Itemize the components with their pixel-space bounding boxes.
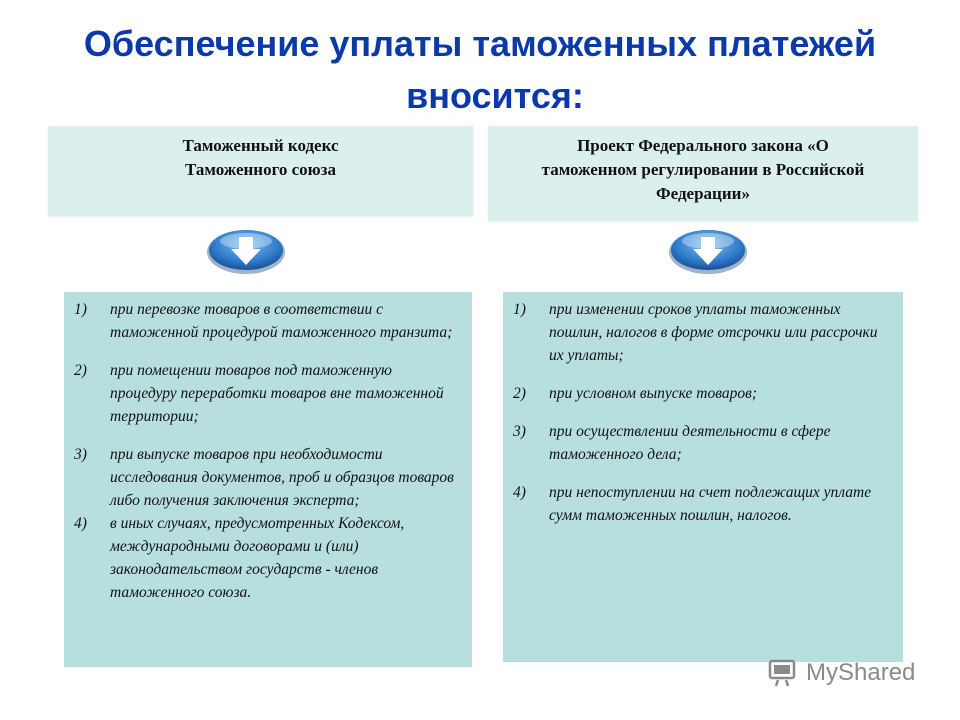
list-item xyxy=(513,298,893,367)
right-header-line-2: таможенном регулировании в Российской xyxy=(541,160,865,179)
page-title xyxy=(0,18,960,122)
item-number: 4) xyxy=(74,515,87,532)
projector-icon xyxy=(768,658,800,688)
list-item xyxy=(513,481,893,527)
item-text: при непоступлении на счет подлежащих уплате сумм таможенных пошлин, налогов. xyxy=(549,484,872,524)
left-list-box xyxy=(64,292,472,667)
title-line-2: вносится: xyxy=(406,75,584,116)
down-arrow-icon xyxy=(206,227,286,275)
down-arrow-icon xyxy=(668,227,748,275)
item-text: в иных случаях, предусмотренных Кодексом, международными договорами и (или) законодательством государств - членов таможенного союза. xyxy=(110,515,405,601)
right-header-line-3: Федерации» xyxy=(656,184,750,203)
watermark xyxy=(768,656,915,690)
item-number: 3) xyxy=(513,423,526,440)
item-text: при выпуске товаров при необходимости исследования документов, проб и образцов товаров либо получения заключения эксперта; xyxy=(110,446,454,509)
list-item xyxy=(74,512,462,604)
list-item xyxy=(513,382,893,405)
item-number: 2) xyxy=(74,362,87,379)
right-list-box xyxy=(503,292,903,662)
list-item xyxy=(74,298,462,344)
right-header-box xyxy=(488,126,918,221)
left-header-line-2: Таможенного союза xyxy=(185,160,336,179)
list-item xyxy=(513,420,893,466)
list-item xyxy=(74,359,462,428)
item-text: при осуществлении деятельности в сфере таможенного дела; xyxy=(549,423,831,463)
item-number: 2) xyxy=(513,385,526,402)
item-text: при условном выпуске товаров; xyxy=(549,385,757,402)
watermark-text: MyShared xyxy=(806,659,916,686)
left-header-line-1: Таможенный кодекс xyxy=(182,136,339,155)
item-number: 4) xyxy=(513,484,526,501)
list-item xyxy=(74,443,462,512)
item-text: при помещении товаров под таможенную процедуру переработки товаров вне таможенной территории; xyxy=(110,362,444,425)
item-number: 3) xyxy=(74,446,87,463)
left-header-box xyxy=(48,126,473,216)
item-text: при изменении сроков уплаты таможенных пошлин, налогов в форме отсрочки или рассрочки их уплаты; xyxy=(549,301,878,364)
title-line-1: Обеспечение уплаты таможенных платежей xyxy=(83,23,877,64)
item-text: при перевозке товаров в соответствии с таможенной процедурой таможенного транзита; xyxy=(110,301,453,341)
item-number: 1) xyxy=(513,301,526,318)
item-number: 1) xyxy=(74,301,87,318)
right-header-line-1: Проект Федерального закона «О xyxy=(577,136,829,155)
